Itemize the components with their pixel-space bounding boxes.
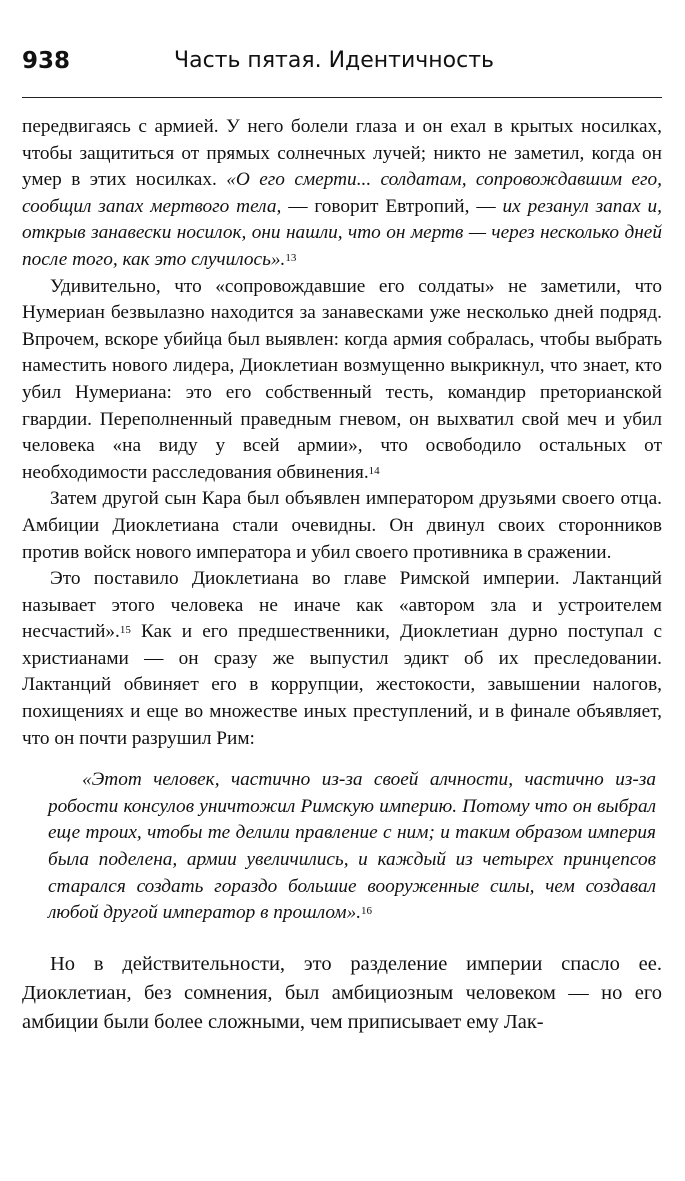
paragraph-1-text-a: передвигаясь с армией. У него болели глаза и он ехал в крытых носилках, чтобы защититься от прямых солнечных лучей; никто не заметил, когда он умер в этих носилках. [22,116,662,191]
body-text [22,114,662,1037]
page-header [22,48,662,88]
paragraph-2 [22,274,662,487]
footnote-ref-16: 16 [361,905,373,918]
paragraph-2-text: Удивительно, что «сопровождавшие его солдаты» не заметили, что Нумериан безвылазно находится за занавесками уже несколько дней подряд. Впрочем, вскоре убийца был выявлен: когда армия собралась, чтобы выбрать наместить нового лидера, Диоклетиан возмущенно выкрикнул, что знает, кто убил Нумериана: это его собственный тесть, командир преторианской гвардии. Переполненный праведным гневом, он выхватил свой меч и убил человека «на виду у всей армии», что освободило остальных от необходимости расследования обвинения. [22,275,662,483]
footnote-ref-14: 14 [368,464,380,477]
paragraph-5 [22,950,662,1037]
paragraph-4 [22,566,662,752]
paragraph-4-text-b: Как и его предшественники, Диоклетиан дурно поступал с христианами — он сразу же выпустил эдикт об их преследовании. Лактанций обвиняет его в коррупции, жестокости, завышении налогов, похищениях и еще во множестве иных преступлений, и в финале объявляет, что он почти разрушил Рим: [22,621,662,749]
paragraph-1 [22,114,662,274]
footnote-ref-13: 13 [285,251,297,264]
header-rule [22,97,662,98]
paragraph-3-text: Затем другой сын Кара был объявлен императором друзьями своего отца. Амбиции Диоклетиана стали очевидны. Он двинул своих сторонников против войск нового императора и убил своего противника в сражении. [22,488,662,563]
block-quote [22,767,662,927]
paragraph-1-quote-b: их резанул запах и, открыв занавески носилок, они нашли, что он мертв — через несколько дней после того, как это случилось». [22,195,662,270]
paragraph-1-text-b: — говорит Евтропий, — [281,195,503,217]
page-number: 938 [22,48,71,74]
paragraph-1-quote-a: «О его смерти... солдатам, сопровождавшим его, сообщил запах мертвого тела, [22,169,662,217]
running-head: Часть пятая. Идентичность [174,48,494,73]
paragraph-5-text: Но в действительности, это разделение империи спасло ее. Диоклетиан, без сомнения, был амбициозным человеком — но его амбиции были более сложными, чем приписывает ему Лак- [22,952,662,1033]
block-quote-text: «Этот человек, частично из-за своей алчности, частично из-за робости консулов уничтожил Римскую империю. Потому что он выбрал еще троих, чтобы те делили правление с ним; и таким образом империя была поделена, армии увеличились, и каждый из четырех принцепсов старался создать гораздо большие вооруженные силы, чем создавал любой другой император в прошлом». [48,769,656,924]
paragraph-3 [22,486,662,566]
paragraph-4-text-a: Это поставило Диоклетиана во главе Римской империи. Лактанций называет этого человека не иначе как «автором зла и устроителем несчастий». [22,568,662,643]
footnote-ref-15: 15 [119,624,131,637]
